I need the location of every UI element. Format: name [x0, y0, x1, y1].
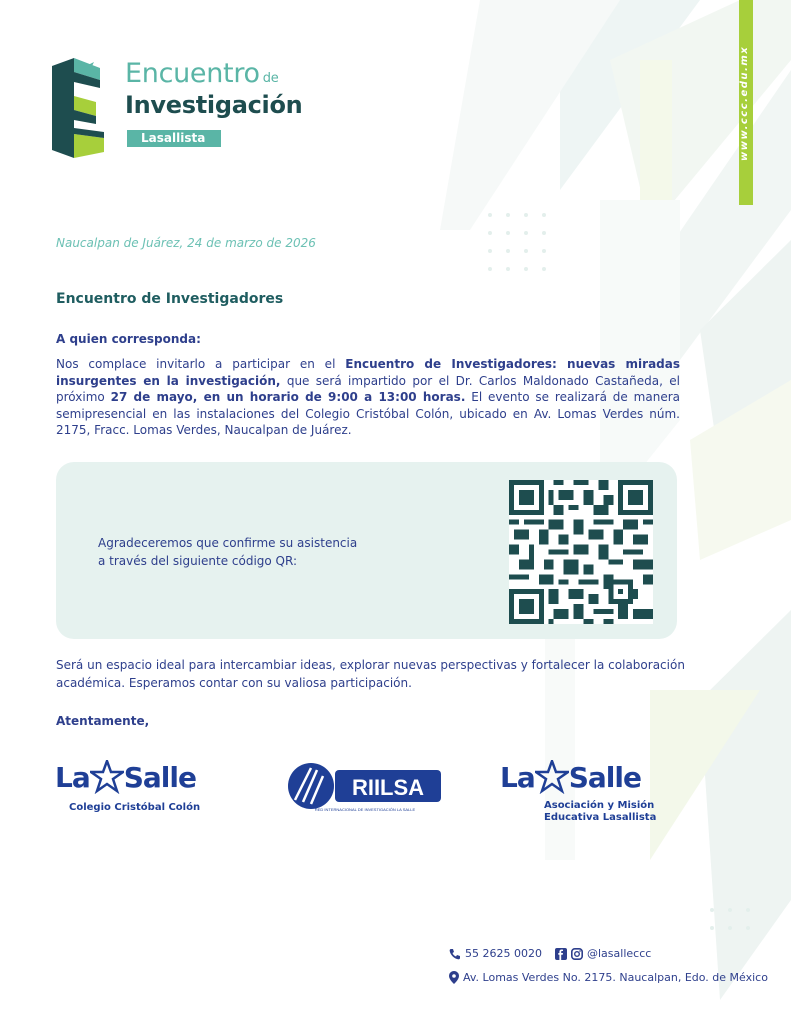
- lasalle2-word-salle: Salle: [568, 760, 641, 794]
- letter-salutation: A quien corresponda:: [56, 332, 201, 346]
- lasalle2-word-la: La: [500, 760, 535, 794]
- letter-title: Encuentro de Investigadores: [56, 291, 284, 307]
- rsvp-panel: [56, 462, 677, 639]
- riilsa-name: RIILSA: [351, 775, 425, 800]
- riilsa-caption: RED INTERNACIONAL DE INVESTIGACIÓN LA SALLE: [314, 807, 416, 812]
- lasalle-colegio-logo: [55, 760, 215, 814]
- facebook-icon: [555, 948, 567, 960]
- address-text: Av. Lomas Verdes No. 2175. Naucalpan, Edo. de México: [463, 971, 768, 984]
- website-url: www.ccc.edu.mx: [739, 45, 750, 161]
- phone-number: 55 2625 0020: [465, 947, 542, 960]
- rsvp-text: Agradeceremos que confirme su asistencia a través del siguiente código QR:: [98, 536, 358, 568]
- location-pin-icon: [449, 971, 459, 984]
- letter-paragraph-1: Nos complace invitarlo a participar en el Encuentro de Investigadores: nuevas miradas insurgentes en la investigación, que será impartido por el Dr. Carlos Maldonado Castañeda, el próximo 27 de mayo, en un horario de 9:00 a 13:00 horas. El evento se realizará de manera semipresencial en las instalaciones del Colegio Cristóbal Colón, ubicado en Av. Lomas Verdes núm. 2175, Fracc. Lomas Verdes, Naucalpan de Juárez.: [56, 357, 681, 437]
- contact-phone: [449, 947, 542, 960]
- riilsa-logo: [285, 762, 445, 814]
- lasalle-asociacion-caption: Asociación y Misión Educativa Lasallista: [544, 800, 657, 823]
- lasalle-word-salle: Salle: [123, 760, 196, 794]
- instagram-icon: [571, 948, 583, 960]
- qr-code[interactable]: [509, 480, 653, 624]
- lasalle-word-la: La: [55, 760, 90, 794]
- letter-date: Naucalpan de Juárez, 24 de marzo de 2026: [56, 236, 316, 250]
- logo-tag-lasallista: Lasallista: [127, 130, 221, 147]
- phone-icon: [449, 948, 461, 960]
- star-icon: [90, 760, 124, 794]
- encuentro-logo-mark: [52, 58, 112, 158]
- contact-social: [555, 947, 651, 960]
- star-icon: [535, 760, 569, 794]
- lasalle-asociacion-logo: [500, 760, 665, 824]
- lasalle-colegio-caption: Colegio Cristóbal Colón: [69, 802, 201, 813]
- contact-address: [449, 971, 768, 984]
- social-handle: @lasalleccc: [587, 947, 652, 960]
- logo-word-encuentro: Encuentro de: [125, 58, 279, 89]
- logo-word-investigacion: Investigación: [125, 91, 303, 119]
- letter-closing: Atentamente,: [56, 714, 150, 728]
- letter-paragraph-2: Será un espacio ideal para intercambiar ideas, explorar nuevas perspectivas y fortalecer la colaboración académica. Esperamos contar con su valiosa participación.: [56, 658, 685, 690]
